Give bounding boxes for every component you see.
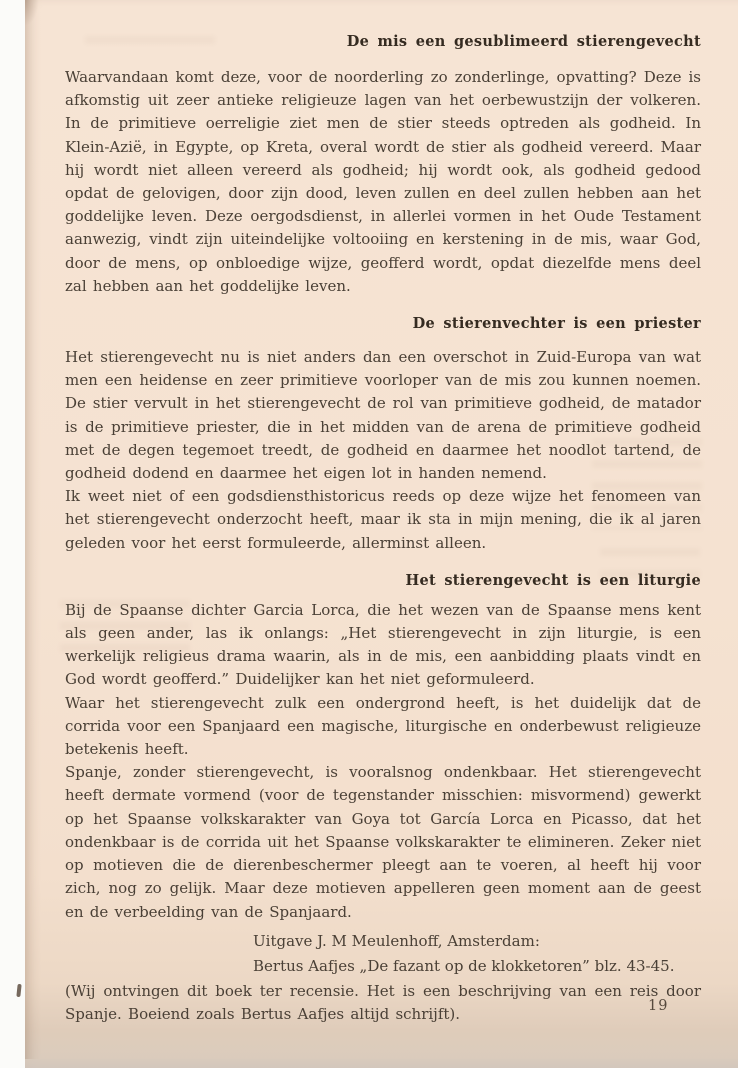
paragraph: Bij de Spaanse dichter Garcia Lorca, die het wezen van de Spaanse mens kent als geen ander, las ik onlangs: „Het stierengevecht in zijn liturgie, is een werkelijk religieus drama waarin, als in de mis, een aanbidding plaats vindt en God wordt geofferd.” Duidelijker kan het niet geformuleerd. bbox=[65, 600, 701, 689]
section-heading: De stierenvechter is een priester bbox=[412, 315, 701, 333]
attribution-line-publisher: Uitgave J. M Meulenhoff, Amsterdam: bbox=[253, 931, 540, 950]
page-content bbox=[65, 33, 701, 1026]
editorial-note: (Wij ontvingen dit boek ter recensie. Het is een beschrijving van een reis door Spanje. Boeiend zoals Bertus Aafjes altijd schrijft). bbox=[65, 981, 701, 1023]
attribution-line-book: Bertus Aafjes „De fazant op de klokketoren” blz. 43-45. bbox=[253, 957, 675, 976]
paragraph: Het stierengevecht nu is niet anders dan een overschot in Zuid-Europa van wat men een heidense en zeer primitieve voorloper van de mis zou kunnen noemen. De stier vervult in het stierengevecht de rol van primitieve godheid, de matador is de primitieve priester, die in het midden van de arena de primitieve godheid met de degen tegemoet treedt, de godheid en daarmee het noodlot tartend, de godheid dodend en daarmee het eigen lot in handen nemend. bbox=[65, 348, 701, 483]
paragraph: Waarvandaan komt deze, voor de noorderling zo zonderlinge, opvatting? Deze is afkomstig uit zeer antieke religieuze lagen van het oerbewustzijn der volkeren. In de primitieve oerreligie ziet men de stier steeds optreden als godheid. In Klein-Azië, in Egypte, op Kreta, overal wordt de stier als godheid vereerd. Maar hij wordt niet alleen vereerd als godheid; hij wordt ook, als godheid gedood opdat de gelovigen, door zijn dood, leven zullen en deel zullen hebben aan het goddelijke leven. Deze oergodsdienst, in allerlei vormen in het Oude Testament aanwezig, vindt zijn uiteindelijke voltooiing en kerstening in de mis, waar God, door de mens, op onbloedige wijze, geofferd wordt, opdat diezelfde mens deel zal hebben aan het goddelijke leven. bbox=[65, 68, 701, 295]
paragraph: Ik weet niet of een godsdiensthistoricus reeds op deze wijze het fenomeen van het stierengevecht onderzocht heeft, maar ik sta in mijn mening, die ik al jaren geleden voor het eerst formuleerde, allerminst alleen. bbox=[65, 487, 701, 552]
page-bottom-edge bbox=[25, 1059, 738, 1068]
source-attribution bbox=[65, 929, 701, 980]
margin-ink-mark bbox=[16, 984, 21, 997]
spine-shadow bbox=[25, 0, 39, 26]
paragraph: Spanje, zonder stierengevecht, is vooralsnog ondenkbaar. Het stierengevecht heeft dermate vormend (voor de tegenstander misschien: misvormend) gewerkt op het Spaanse volkskarakter van Goya tot García Lorca en Picasso, dat het ondenkbaar is de corrida uit het Spaanse volkskarakter te elimineren. Zeker niet op motieven die de dierenbeschermer pleegt aan te voeren, al heeft hij voor zich, nog zo gelijk. Maar deze motieven appelleren geen moment aan de geest en de verbeelding van de Spanjaard. bbox=[65, 763, 701, 921]
paragraph: Waar het stierengevecht zulk een ondergrond heeft, is het duidelijk dat de corrida voor een Spanjaard een magische, liturgische en onderbewust religieuze betekenis heeft. bbox=[65, 693, 701, 759]
section-heading: Het stierengevecht is een liturgie bbox=[405, 571, 701, 589]
page-number: 19 bbox=[648, 998, 682, 1014]
section-heading: De mis een gesublimeerd stierengevecht bbox=[346, 33, 701, 50]
